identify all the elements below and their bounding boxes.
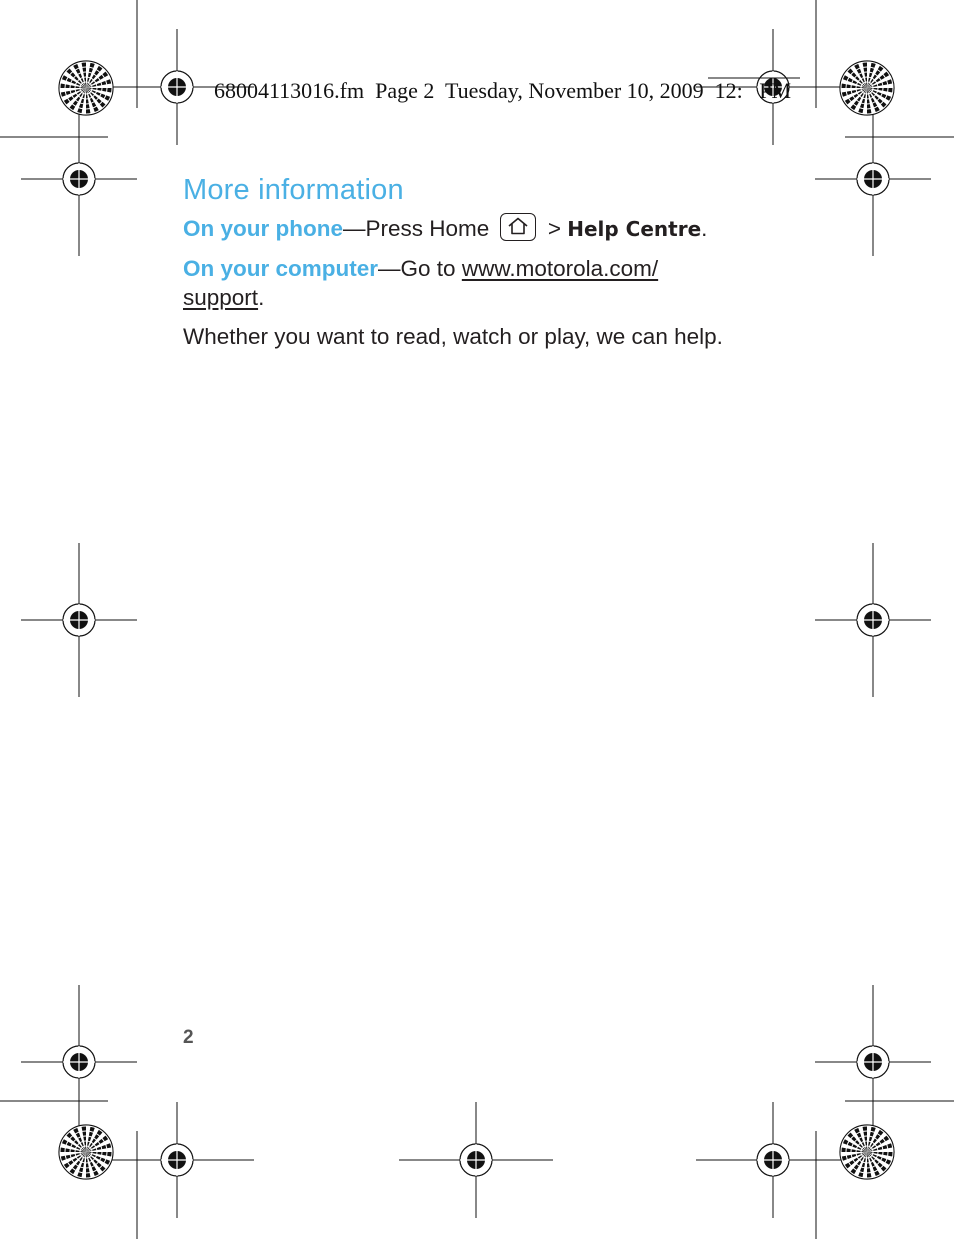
phone-period: . <box>701 216 708 241</box>
registration-mark-icon <box>815 102 931 256</box>
print-slug-line: 68004113016.fm Page 2 Tuesday, November 10, 2009 12: PM <box>214 78 792 103</box>
registration-mark-icon <box>100 1102 254 1218</box>
phone-lead: On your phone <box>183 216 343 241</box>
support-link-continued[interactable]: support <box>183 285 259 310</box>
page-title: More information <box>183 174 404 206</box>
closing-text: Whether you want to read, watch or play, we can help. <box>183 324 723 349</box>
starburst-target-icon <box>840 1125 894 1179</box>
computer-dash-text: —Go to <box>378 256 462 281</box>
registration-mark-icon <box>21 102 137 256</box>
computer-period: . <box>258 285 265 310</box>
help-centre-menu-item: Help Centre <box>567 217 702 241</box>
menu-separator: > <box>547 216 561 241</box>
registration-mark-icon <box>21 543 137 697</box>
computer-instruction <box>183 254 803 312</box>
home-key-icon <box>500 213 536 241</box>
starburst-target-icon <box>59 1125 113 1179</box>
phone-dash-text: —Press Home <box>343 216 490 241</box>
starburst-target-icon <box>840 61 894 115</box>
page-number: 2 <box>183 1027 194 1048</box>
starburst-target-icon <box>59 61 113 115</box>
support-link[interactable]: www.motorola.com/ <box>461 256 659 281</box>
content-block <box>183 174 803 361</box>
registration-mark-icon <box>21 985 137 1139</box>
registration-mark-icon <box>696 1102 850 1218</box>
registration-mark-icon <box>815 543 931 697</box>
phone-instruction <box>183 213 803 244</box>
registration-mark-icon <box>815 985 931 1139</box>
computer-lead: On your computer <box>183 256 379 281</box>
registration-mark-icon <box>399 1102 553 1218</box>
